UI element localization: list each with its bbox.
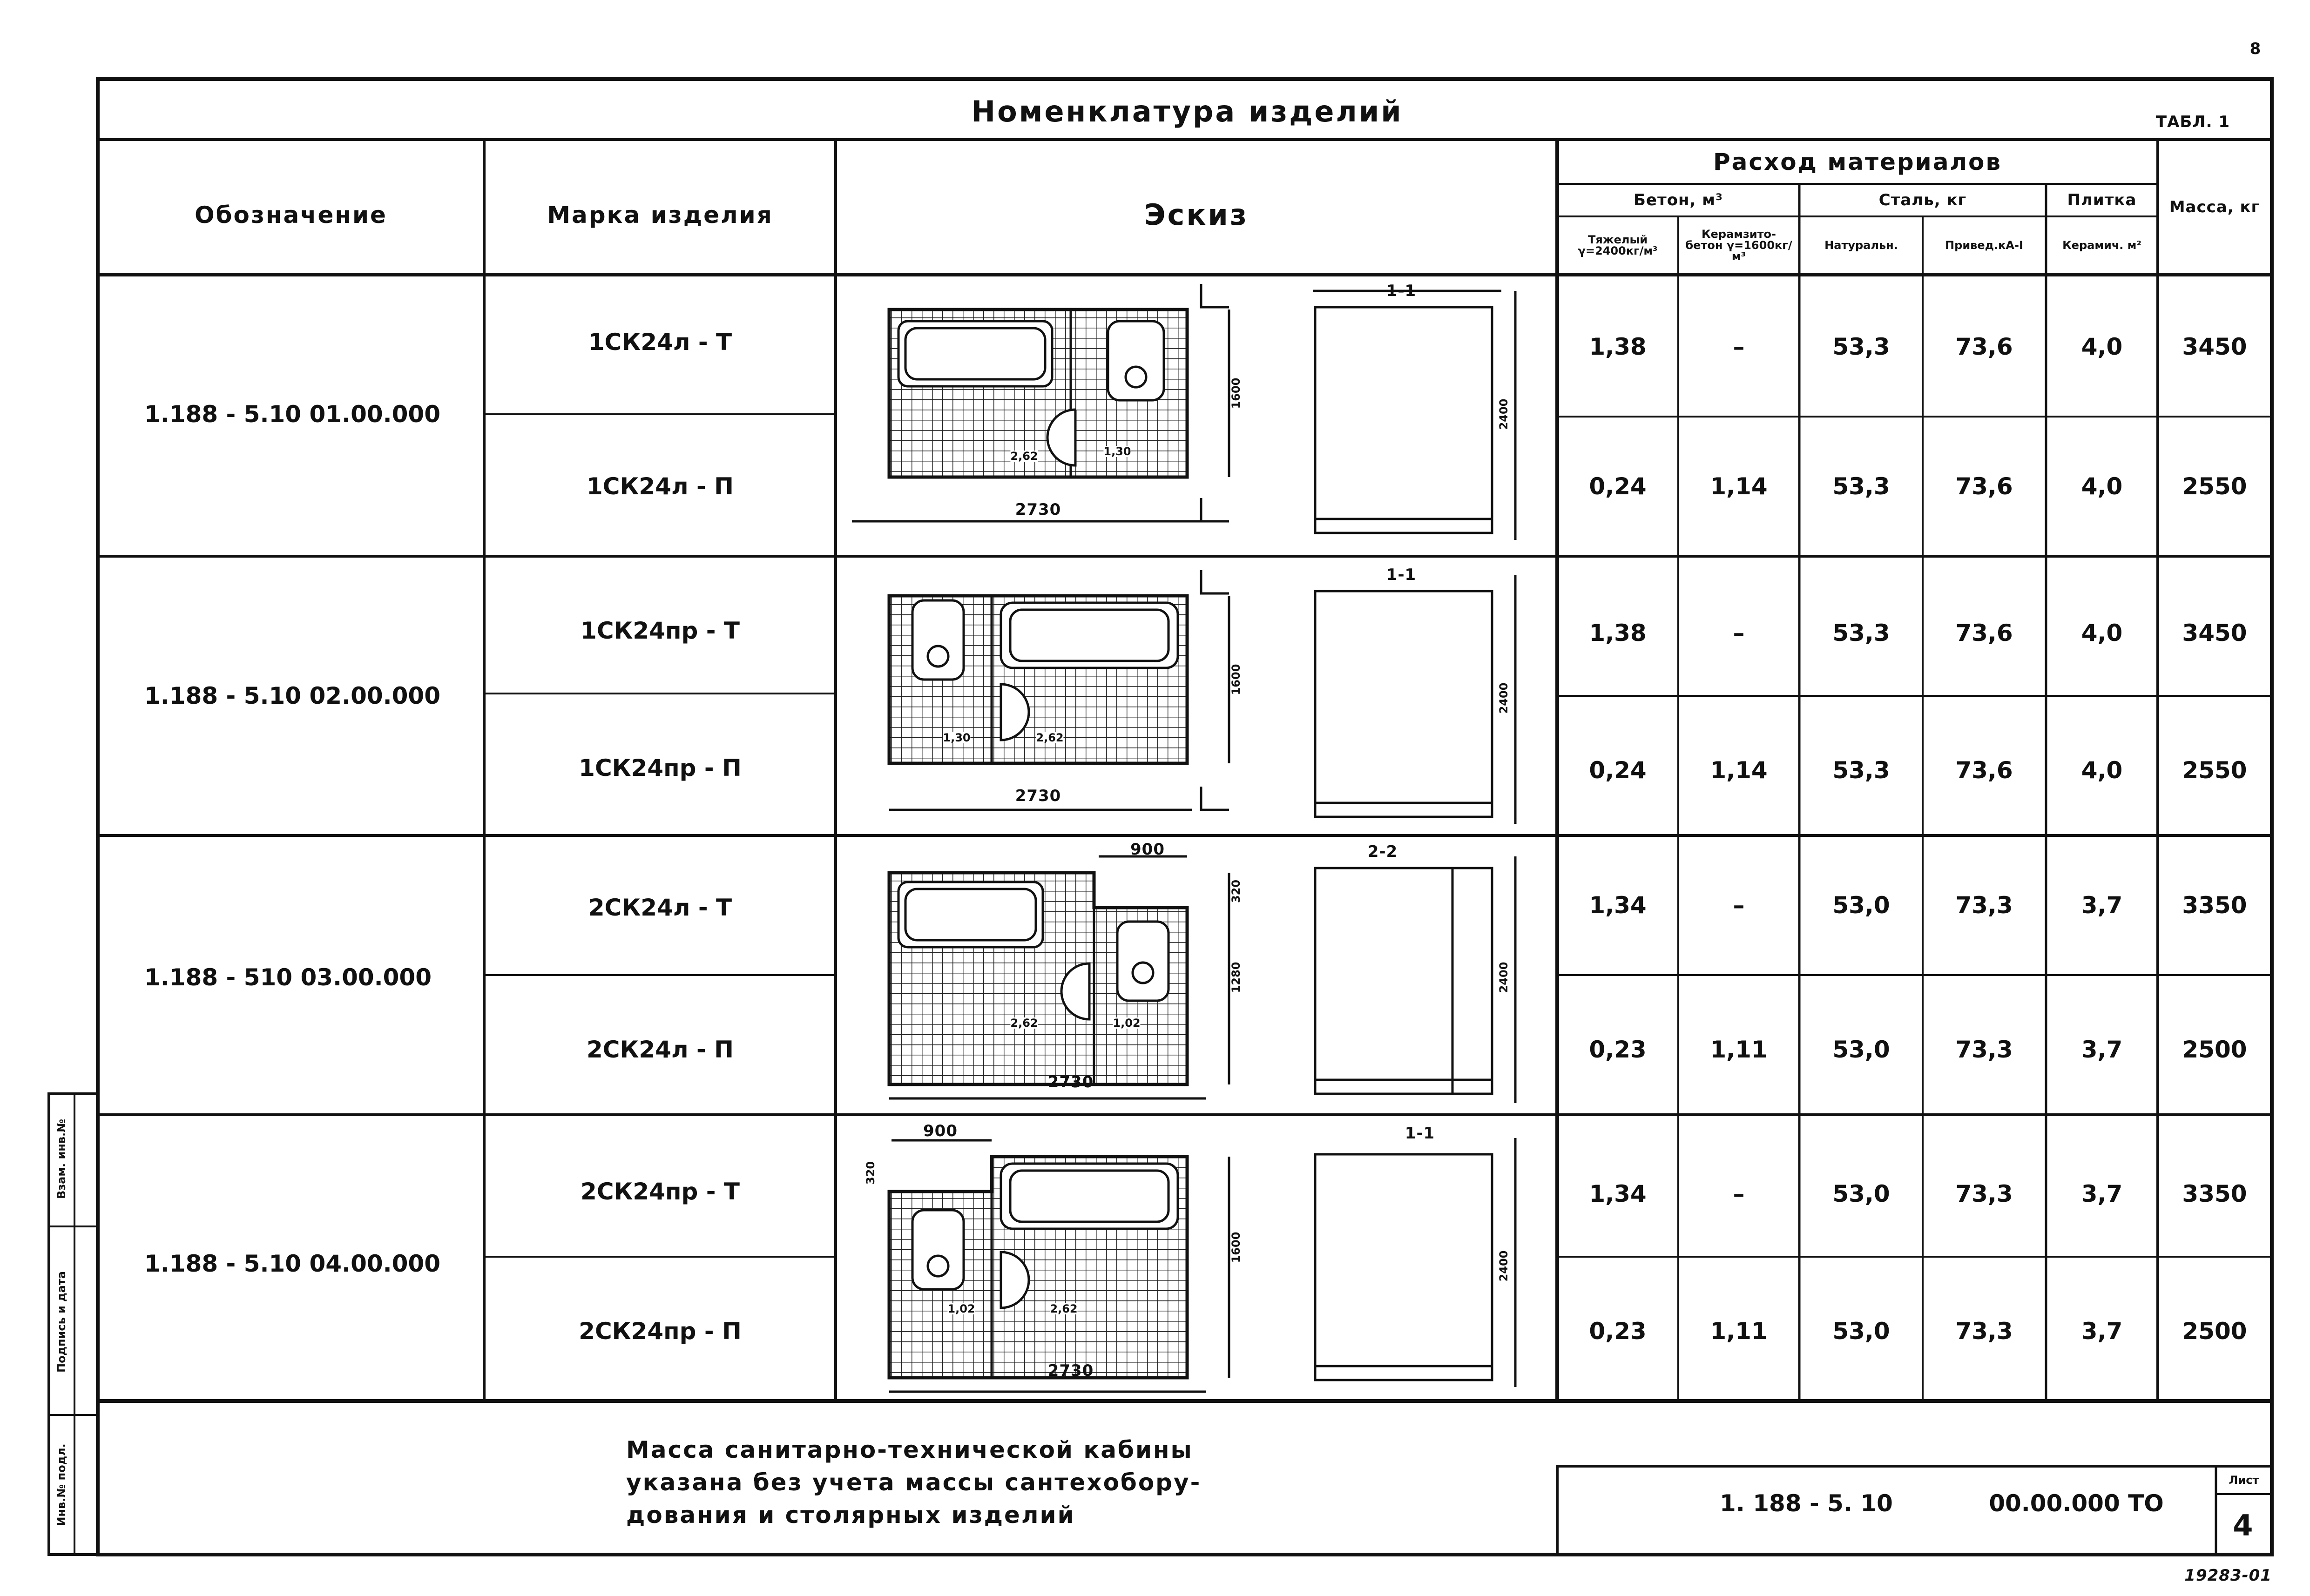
sketch-dim-a: 1,30 xyxy=(943,731,971,744)
sketch-section: 1-1 xyxy=(1386,566,1417,584)
cell-tile: 3,7 xyxy=(2081,1036,2123,1063)
cell-tile: 4,0 xyxy=(2081,757,2123,784)
cell-tile: 4,0 xyxy=(2081,620,2123,646)
cell-heavy: 0,24 xyxy=(1589,473,1647,500)
cell-reduced: 73,6 xyxy=(1955,473,2013,500)
sketch-height: 2400 xyxy=(1497,962,1510,993)
cell-claydite: 1,11 xyxy=(1710,1318,1768,1345)
cell-mass: 2550 xyxy=(2182,473,2247,500)
cell-claydite: – xyxy=(1733,892,1745,919)
cell-tile: 4,0 xyxy=(2081,473,2123,500)
header-consumption: Расход материалов xyxy=(1713,148,2002,175)
brand: 1СК24пр - Т xyxy=(581,617,740,644)
sketch-top: 900 xyxy=(923,1122,958,1140)
header-heavy: Тяжелый γ=2400кг/м³ xyxy=(1578,233,1658,257)
cell-reduced: 73,6 xyxy=(1955,333,2013,360)
cell-natural: 53,3 xyxy=(1832,620,1890,646)
cell-tile: 3,7 xyxy=(2081,892,2123,919)
sketch-width: 2730 xyxy=(1047,1361,1094,1380)
header-concrete: Бетон, м³ xyxy=(1634,191,1723,209)
cell-mass: 2500 xyxy=(2182,1036,2247,1063)
cell-mass: 3350 xyxy=(2182,1180,2247,1207)
brand: 2СК24пр - Т xyxy=(581,1178,740,1205)
sketch-plan-2 xyxy=(889,570,1515,824)
cell-reduced: 73,6 xyxy=(1955,757,2013,784)
stamp-sheet-number: 4 xyxy=(2233,1508,2255,1542)
side-label: Взам. инв.№ xyxy=(55,1118,68,1199)
cell-reduced: 73,3 xyxy=(1955,1180,2013,1207)
cell-reduced: 73,6 xyxy=(1955,620,2013,646)
cell-heavy: 1,38 xyxy=(1589,620,1647,646)
cell-tile: 3,7 xyxy=(2081,1318,2123,1345)
sketch-depth: 1600 xyxy=(1229,1232,1243,1263)
footer-code: 19283-01 xyxy=(2184,1566,2272,1585)
brand: 1СК24л - П xyxy=(587,473,734,500)
sketch-notch: 320 xyxy=(864,1161,877,1185)
designation: 1.188 - 510 03.00.000 xyxy=(144,964,432,991)
note-line-2: указана без учета массы сантехобору- xyxy=(626,1469,1202,1496)
header-natural: Натуральн. xyxy=(1824,239,1898,252)
header-mass: Масса, кг xyxy=(2169,198,2260,216)
brand: 2СК24л - П xyxy=(587,1036,734,1063)
cell-mass: 3350 xyxy=(2182,892,2247,919)
cell-claydite: 1,14 xyxy=(1710,757,1768,784)
cell-mass: 3450 xyxy=(2182,333,2247,360)
note-line-1: Масса санитарно-технической кабины xyxy=(626,1436,1193,1463)
cell-claydite: – xyxy=(1733,1180,1745,1207)
cell-mass: 3450 xyxy=(2182,620,2247,646)
sketch-dim-a: 2,62 xyxy=(1010,450,1038,463)
side-label: Подпись и дата xyxy=(55,1271,68,1373)
stamp-doc: 00.00.000 ТО xyxy=(1989,1490,2164,1517)
sketch-plan-3 xyxy=(889,856,1515,1103)
cell-reduced: 73,3 xyxy=(1955,892,2013,919)
header-brand: Марка изделия xyxy=(547,202,773,229)
stamp-sheet-label: Лист xyxy=(2229,1474,2259,1487)
sketch-dim-b: 2,62 xyxy=(1050,1302,1078,1315)
header-steel: Сталь, кг xyxy=(1878,191,1967,209)
header-ceramic: Керамич. м² xyxy=(2062,239,2141,252)
cell-reduced: 73,3 xyxy=(1955,1318,2013,1345)
brand: 1СК24пр - П xyxy=(579,754,742,781)
cell-heavy: 1,38 xyxy=(1589,333,1647,360)
cell-claydite: 1,11 xyxy=(1710,1036,1768,1063)
sketch-depth: 1280 xyxy=(1229,962,1243,993)
sketch-depth: 1600 xyxy=(1229,377,1243,409)
sketch-depth: 1600 xyxy=(1229,664,1243,695)
cell-mass: 2550 xyxy=(2182,757,2247,784)
cell-natural: 53,3 xyxy=(1832,473,1890,500)
sketch-height: 2400 xyxy=(1497,682,1510,714)
page-number: 8 xyxy=(2249,40,2262,58)
sketch-height: 2400 xyxy=(1497,398,1510,430)
stamp-code: 1. 188 - 5. 10 xyxy=(1720,1490,1893,1517)
cell-heavy: 0,23 xyxy=(1589,1036,1647,1063)
header-designation: Обозначение xyxy=(195,202,387,229)
cell-natural: 53,3 xyxy=(1832,757,1890,784)
sketch-plan-1 xyxy=(852,284,1515,540)
header-tile: Плитка xyxy=(2067,191,2137,209)
cell-heavy: 1,34 xyxy=(1589,1180,1647,1207)
sketch-section: 1-1 xyxy=(1405,1124,1435,1143)
sketch-top: 900 xyxy=(1130,840,1165,859)
brand: 2СК24пр - П xyxy=(579,1318,742,1345)
cell-natural: 53,0 xyxy=(1832,1318,1890,1345)
sketch-notch: 320 xyxy=(1229,879,1243,903)
sketch-dim-b: 1,30 xyxy=(1103,445,1131,458)
cell-tile: 4,0 xyxy=(2081,333,2123,360)
cell-claydite: – xyxy=(1733,333,1745,360)
cell-heavy: 1,34 xyxy=(1589,892,1647,919)
page-title: Номенклатура изделий xyxy=(971,94,1403,128)
sketch-plan-4 xyxy=(889,1138,1515,1392)
cell-natural: 53,0 xyxy=(1832,892,1890,919)
sketch-section: 2-2 xyxy=(1367,842,1398,861)
cell-natural: 53,0 xyxy=(1832,1180,1890,1207)
header-reduced: Привед.кА-I xyxy=(1945,239,2023,252)
cell-claydite: 1,14 xyxy=(1710,473,1768,500)
designation: 1.188 - 5.10 01.00.000 xyxy=(144,401,441,428)
sketch-dim-a: 2,62 xyxy=(1010,1017,1038,1030)
sketch-height: 2400 xyxy=(1497,1250,1510,1282)
note-line-3: дования и столярных изделий xyxy=(626,1502,1075,1529)
sketch-dim-b: 1,02 xyxy=(1113,1017,1141,1030)
cell-heavy: 0,23 xyxy=(1589,1318,1647,1345)
sketch-dim-a: 1,02 xyxy=(947,1302,975,1315)
header-claydite: Керамзито-бетон γ=1600кг/м³ xyxy=(1685,228,1792,263)
table-label: ТАБЛ. 1 xyxy=(2155,113,2230,131)
brand: 1СК24л - Т xyxy=(588,329,732,356)
brand: 2СК24л - Т xyxy=(588,894,732,921)
header-sketch: Эскиз xyxy=(1144,198,1249,232)
designation: 1.188 - 5.10 02.00.000 xyxy=(144,682,441,709)
cell-natural: 53,3 xyxy=(1832,333,1890,360)
cell-natural: 53,0 xyxy=(1832,1036,1890,1063)
cell-mass: 2500 xyxy=(2182,1318,2247,1345)
sketch-dim-b: 2,62 xyxy=(1036,731,1064,744)
designation: 1.188 - 5.10 04.00.000 xyxy=(144,1250,441,1277)
sketch-width: 2730 xyxy=(1015,500,1061,519)
cell-tile: 3,7 xyxy=(2081,1180,2123,1207)
cell-reduced: 73,3 xyxy=(1955,1036,2013,1063)
sketch-width: 2730 xyxy=(1047,1073,1094,1091)
sketch-width: 2730 xyxy=(1015,787,1061,805)
side-label: Инв.№ подл. xyxy=(55,1443,68,1526)
cell-claydite: – xyxy=(1733,620,1745,646)
cell-heavy: 0,24 xyxy=(1589,757,1647,784)
sketch-section: 1-1 xyxy=(1386,282,1417,300)
